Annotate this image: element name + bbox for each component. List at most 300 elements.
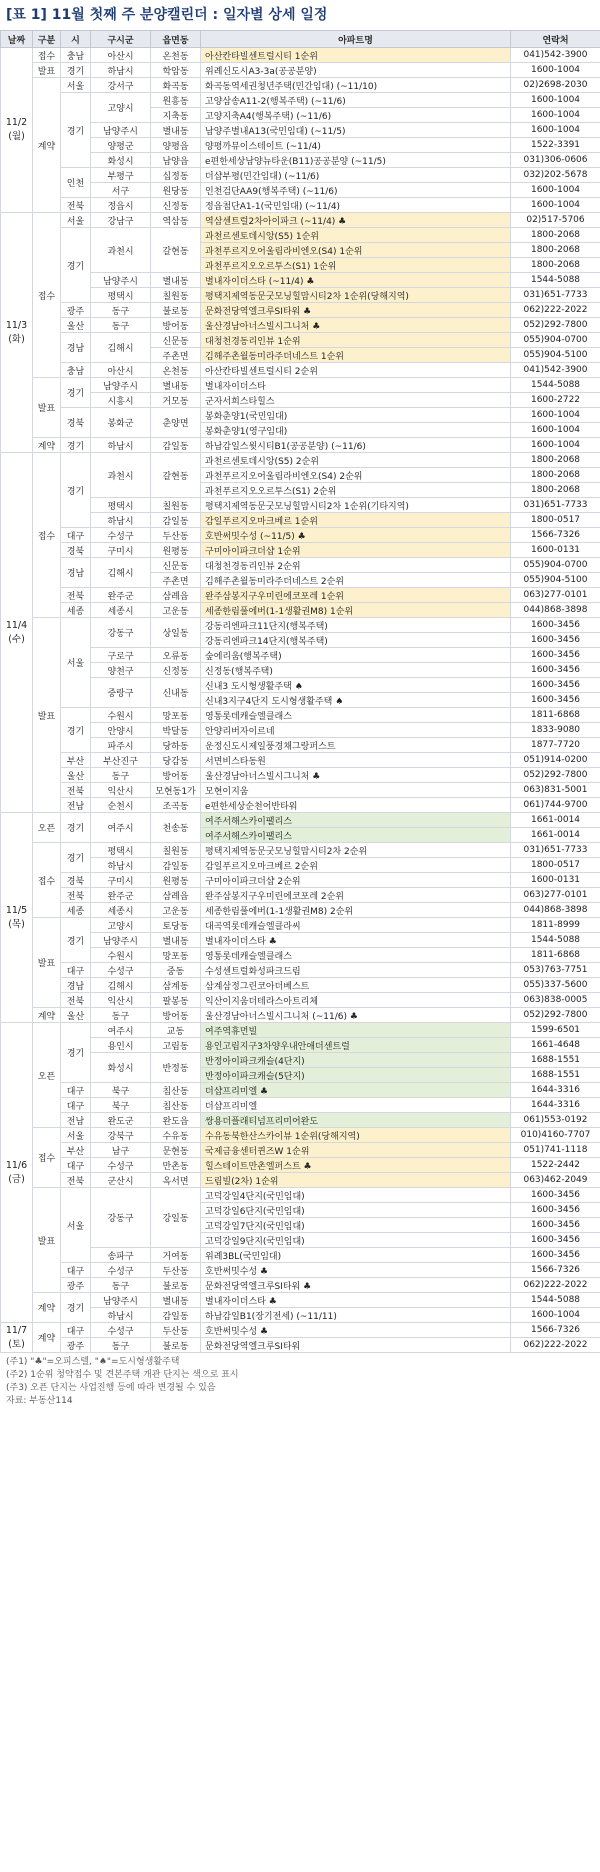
table-row	[1, 303, 600, 318]
contact-cell: 1600-3456	[511, 633, 600, 648]
apartment-cell: 고덕강일7단지(국민임대)	[201, 1218, 511, 1233]
apartment-cell: 김해주촌월동미라주더네스트 2순위	[201, 573, 511, 588]
district-cell: 아산시	[91, 48, 151, 63]
province-cell: 전북	[61, 783, 91, 798]
apartment-cell: 양평까뮤이스테이트 (~11/4)	[201, 138, 511, 153]
contact-cell: 031)651-7733	[511, 843, 600, 858]
apartment-cell: 대청천경동리인뷰 1순위	[201, 333, 511, 348]
contact-cell: 052)292-7800	[511, 318, 600, 333]
town-cell: 감일동	[151, 438, 201, 453]
contact-cell: 031)651-7733	[511, 498, 600, 513]
contact-cell: 1600-2722	[511, 393, 600, 408]
district-cell: 고양시	[91, 93, 151, 123]
contact-cell: 1877-7720	[511, 738, 600, 753]
town-cell: 신내동	[151, 678, 201, 708]
contact-cell: 053)763-7751	[511, 963, 600, 978]
type-cell: 계약	[33, 1293, 61, 1323]
table-row	[1, 1278, 600, 1293]
contact-cell: 032)202-5678	[511, 168, 600, 183]
apartment-cell: 인천검단AA9(행복주택) (~11/6)	[201, 183, 511, 198]
town-cell: 천송동	[151, 813, 201, 843]
province-cell: 경남	[61, 978, 91, 993]
table-row	[1, 618, 600, 633]
province-cell: 광주	[61, 1338, 91, 1353]
town-cell: 남양읍	[151, 153, 201, 168]
town-cell: 만촌동	[151, 1158, 201, 1173]
town-cell: 문현동	[151, 1143, 201, 1158]
apartment-cell: 호반써밋수성 ♣	[201, 1263, 511, 1278]
district-cell: 수원시	[91, 708, 151, 723]
district-cell: 동구	[91, 318, 151, 333]
town-cell: 온천동	[151, 48, 201, 63]
contact-cell: 1600-3456	[511, 663, 600, 678]
town-cell: 고운동	[151, 903, 201, 918]
table-row	[1, 1263, 600, 1278]
contact-cell: 041)542-3900	[511, 363, 600, 378]
contact-cell: 1661-0014	[511, 828, 600, 843]
town-cell: 모현동1가	[151, 783, 201, 798]
province-cell: 인천	[61, 168, 91, 198]
town-cell: 강일동	[151, 1188, 201, 1248]
town-cell: 오류동	[151, 648, 201, 663]
contact-cell: 1644-3316	[511, 1098, 600, 1113]
contact-cell: 1800-2068	[511, 483, 600, 498]
town-cell: 침산동	[151, 1083, 201, 1098]
province-cell: 서울	[61, 78, 91, 93]
district-cell: 익산시	[91, 783, 151, 798]
apartment-cell: 세종한림풀에버(1-1생활권M8) 1순위	[201, 603, 511, 618]
town-cell: 수유동	[151, 1128, 201, 1143]
province-cell: 경기	[61, 453, 91, 528]
town-cell: 신정동	[151, 198, 201, 213]
town-cell: 교동	[151, 1023, 201, 1038]
province-cell: 충남	[61, 363, 91, 378]
apartment-cell: 구미아이파크더샵 2순위	[201, 873, 511, 888]
contact-cell: 1800-2068	[511, 453, 600, 468]
apartment-cell: 더샵프리미엘	[201, 1098, 511, 1113]
table-row	[1, 1308, 600, 1323]
contact-cell: 1544-5088	[511, 1293, 600, 1308]
apartment-cell: e편한세상남양뉴타운(B11)공공분양 (~11/5)	[201, 153, 511, 168]
town-cell: 불로동	[151, 1338, 201, 1353]
province-cell: 세종	[61, 903, 91, 918]
contact-cell: 1600-1004	[511, 183, 600, 198]
district-cell: 여주시	[91, 813, 151, 843]
table-row	[1, 408, 600, 423]
district-cell: 남양주시	[91, 273, 151, 288]
apartment-cell: 반정아이파크캐슬(4단지)	[201, 1053, 511, 1068]
contact-cell: 1600-0131	[511, 543, 600, 558]
contact-cell: 02)517-5706	[511, 213, 600, 228]
schedule-table	[0, 30, 600, 1353]
district-cell: 구미시	[91, 543, 151, 558]
district-cell: 군산시	[91, 1173, 151, 1188]
contact-cell: 1566-7326	[511, 1323, 600, 1338]
contact-cell: 061)744-9700	[511, 798, 600, 813]
town-cell: 칠원동	[151, 843, 201, 858]
table-row	[1, 1143, 600, 1158]
province-cell: 서울	[61, 618, 91, 708]
district-cell: 용인시	[91, 1038, 151, 1053]
contact-cell: 055)904-0700	[511, 558, 600, 573]
town-cell: 방어동	[151, 768, 201, 783]
town-cell: 감일동	[151, 513, 201, 528]
district-cell: 남양주시	[91, 378, 151, 393]
table-row	[1, 603, 600, 618]
apartment-cell: 영통롯데캐슬엘클래스	[201, 708, 511, 723]
apartment-cell: 하남감일스윗시티B1(공공분양) (~11/6)	[201, 438, 511, 453]
contact-cell: 1600-3456	[511, 678, 600, 693]
town-cell: 춘양면	[151, 408, 201, 438]
apartment-cell: 여주역휴먼빌	[201, 1023, 511, 1038]
province-cell: 대구	[61, 963, 91, 978]
district-cell: 평택시	[91, 288, 151, 303]
table-row	[1, 978, 600, 993]
table-row	[1, 798, 600, 813]
table-row	[1, 888, 600, 903]
town-cell: 고림동	[151, 1038, 201, 1053]
contact-cell: 1600-3456	[511, 1188, 600, 1203]
district-cell: 중랑구	[91, 678, 151, 708]
district-cell: 강남구	[91, 213, 151, 228]
col-header-town: 읍면동	[151, 31, 201, 48]
town-cell: 신문동	[151, 558, 201, 573]
apartment-cell: 대곡역롯데캐슬엘클라씨	[201, 918, 511, 933]
contact-cell: 1600-1004	[511, 423, 600, 438]
district-cell: 시흥시	[91, 393, 151, 408]
apartment-cell: 하남감일B1(장기전세) (~11/11)	[201, 1308, 511, 1323]
town-cell: 당하동	[151, 738, 201, 753]
town-cell: 감일동	[151, 858, 201, 873]
district-cell: 강동구	[91, 618, 151, 648]
contact-cell: 1544-5088	[511, 933, 600, 948]
date-cell: 11/7 (토)	[1, 1323, 33, 1353]
table-row	[1, 168, 600, 183]
notes	[0, 1353, 600, 1408]
apartment-cell: 별내자이더스타 (~11/4) ♣	[201, 273, 511, 288]
town-cell: 조곡동	[151, 798, 201, 813]
district-cell: 김해시	[91, 558, 151, 588]
table-row	[1, 528, 600, 543]
district-cell: 수성구	[91, 528, 151, 543]
province-cell: 경북	[61, 873, 91, 888]
apartment-cell: 역삼센트럴2차아이파크 (~11/4) ♣	[201, 213, 511, 228]
contact-cell: 1688-1551	[511, 1053, 600, 1068]
contact-cell: 062)222-2022	[511, 1278, 600, 1293]
district-cell: 부평구	[91, 168, 151, 183]
contact-cell: 1800-2068	[511, 228, 600, 243]
table-row	[1, 768, 600, 783]
contact-cell: 1600-3456	[511, 1218, 600, 1233]
district-cell: 북구	[91, 1098, 151, 1113]
table-row	[1, 843, 600, 858]
apartment-cell: 강동리엔파크11단지(행복주택)	[201, 618, 511, 633]
town-cell: 반정동	[151, 1053, 201, 1083]
table-row	[1, 288, 600, 303]
contact-cell: 031)306-0606	[511, 153, 600, 168]
contact-cell: 1522-3391	[511, 138, 600, 153]
table-header	[1, 31, 600, 48]
apartment-cell: 안양리버자이르네	[201, 723, 511, 738]
col-header-date: 날짜	[1, 31, 33, 48]
district-cell: 남구	[91, 1143, 151, 1158]
contact-cell: 1688-1551	[511, 1068, 600, 1083]
type-cell: 계약	[33, 1323, 61, 1353]
table-row	[1, 648, 600, 663]
date-cell: 11/4 (수)	[1, 453, 33, 813]
apartment-cell: 김해주촌월동미라주더네스트 1순위	[201, 348, 511, 363]
apartment-cell: 남양주별내A13(국민임대) (~11/5)	[201, 123, 511, 138]
type-cell: 발표	[33, 618, 61, 813]
apartment-cell: 삼계삼정그린코아더베스트	[201, 978, 511, 993]
town-cell: 원평동	[151, 873, 201, 888]
apartment-cell: 더샵부평(민간임대) (~11/6)	[201, 168, 511, 183]
district-cell: 김해시	[91, 978, 151, 993]
province-cell: 서울	[61, 1188, 91, 1263]
town-cell: 망포동	[151, 948, 201, 963]
type-cell: 접수	[33, 213, 61, 378]
apartment-cell: 운정신도시제일풍경채그랑퍼스트	[201, 738, 511, 753]
table-row	[1, 93, 600, 108]
contact-cell: 1544-5088	[511, 378, 600, 393]
province-cell: 대구	[61, 528, 91, 543]
district-cell: 안양시	[91, 723, 151, 738]
table-row	[1, 1008, 600, 1023]
apartment-cell: 여주서해스카이팰리스	[201, 813, 511, 828]
apartment-cell: 완주삼봉지구우미린에코포레 1순위	[201, 588, 511, 603]
contact-cell: 1600-1004	[511, 108, 600, 123]
town-cell: 지축동	[151, 108, 201, 123]
type-cell: 계약	[33, 438, 61, 453]
district-cell: 수성구	[91, 963, 151, 978]
contact-cell: 1600-1004	[511, 93, 600, 108]
contact-cell: 010)4160-7707	[511, 1128, 600, 1143]
contact-cell: 1811-6868	[511, 708, 600, 723]
town-cell: 화곡동	[151, 78, 201, 93]
date-cell: 11/6 (금)	[1, 1023, 33, 1323]
table-row	[1, 933, 600, 948]
contact-cell: 1600-3456	[511, 618, 600, 633]
apartment-cell: 반정아이파크캐슬(5단지)	[201, 1068, 511, 1083]
district-cell: 동구	[91, 303, 151, 318]
apartment-cell: 호반써밋수성 (~11/5) ♣	[201, 528, 511, 543]
province-cell: 전북	[61, 1173, 91, 1188]
col-header-province: 시	[61, 31, 91, 48]
type-cell: 접수	[33, 453, 61, 618]
apartment-cell: 봉화춘양1(국민임대)	[201, 408, 511, 423]
table-row	[1, 1188, 600, 1203]
apartment-cell: 더샵프리미엘 ♣	[201, 1083, 511, 1098]
type-cell: 오픈	[33, 1023, 61, 1128]
district-cell: 수성구	[91, 1263, 151, 1278]
type-cell: 계약	[33, 1008, 61, 1023]
town-cell: 옥서면	[151, 1173, 201, 1188]
type-cell: 계약	[33, 78, 61, 213]
apartment-cell: 문화전당역엘크루SI타워 ♣	[201, 1278, 511, 1293]
contact-cell: 1566-7326	[511, 1263, 600, 1278]
province-cell: 경북	[61, 408, 91, 438]
table-row	[1, 213, 600, 228]
contact-cell: 1661-4648	[511, 1038, 600, 1053]
apartment-cell: 별내자이더스타 ♣	[201, 933, 511, 948]
table-row	[1, 333, 600, 348]
apartment-cell: 평택지제역동문굿모닝힐맘시티2차 1순위(기타지역)	[201, 498, 511, 513]
district-cell: 양평군	[91, 138, 151, 153]
apartment-cell: 용인고림지구3차양우내안애더센트럴	[201, 1038, 511, 1053]
table-body	[1, 48, 600, 1353]
apartment-cell: 호반써밋수성 ♣	[201, 1323, 511, 1338]
town-cell: 방어동	[151, 318, 201, 333]
district-cell: 서구	[91, 183, 151, 198]
province-cell: 전북	[61, 888, 91, 903]
district-cell: 구미시	[91, 873, 151, 888]
table-row	[1, 1023, 600, 1038]
district-cell: 과천시	[91, 228, 151, 273]
town-cell: 별내동	[151, 123, 201, 138]
district-cell: 화성시	[91, 153, 151, 168]
contact-cell: 1833-9080	[511, 723, 600, 738]
apartment-cell: 신정동(행복주택)	[201, 663, 511, 678]
town-cell: 별내동	[151, 273, 201, 288]
province-cell: 경기	[61, 918, 91, 963]
town-cell: 갈현동	[151, 453, 201, 498]
contact-cell: 055)337-5600	[511, 978, 600, 993]
province-cell: 경기	[61, 378, 91, 408]
table-row	[1, 318, 600, 333]
date-cell: 11/3 (화)	[1, 213, 33, 453]
col-header-apartment: 아파트명	[201, 31, 511, 48]
apartment-cell: 화곡동역세권청년주택(민간임대) (~11/10)	[201, 78, 511, 93]
province-cell: 경북	[61, 543, 91, 558]
contact-cell: 1600-1004	[511, 438, 600, 453]
town-cell: 삼례읍	[151, 588, 201, 603]
apartment-cell: 울산경남아너스빌시그니처 ♣	[201, 318, 511, 333]
date-cell: 11/2 (월)	[1, 48, 33, 213]
apartment-cell: 구미아이파크더샵 1순위	[201, 543, 511, 558]
contact-cell: 1811-6868	[511, 948, 600, 963]
table-row	[1, 1128, 600, 1143]
province-cell: 울산	[61, 768, 91, 783]
town-cell: 당감동	[151, 753, 201, 768]
table-row	[1, 1338, 600, 1353]
apartment-cell: 수유동북한산스카이뷰 1순위(당해지역)	[201, 1128, 511, 1143]
district-cell: 동구	[91, 768, 151, 783]
apartment-cell: 위례3BL(국민임대)	[201, 1248, 511, 1263]
type-cell: 발표	[33, 1188, 61, 1293]
district-cell: 양천구	[91, 663, 151, 678]
apartment-cell: 군자서희스타힐스	[201, 393, 511, 408]
table-row	[1, 708, 600, 723]
apartment-cell: 감일푸르지오마크베르 1순위	[201, 513, 511, 528]
town-cell: 온천동	[151, 363, 201, 378]
apartment-cell: 서면비스타동원	[201, 753, 511, 768]
contact-cell: 1600-3456	[511, 693, 600, 708]
district-cell: 익산시	[91, 993, 151, 1008]
table-row	[1, 1323, 600, 1338]
contact-cell: 1644-3316	[511, 1083, 600, 1098]
district-cell: 고양시	[91, 918, 151, 933]
apartment-cell: 정읍첨단A1-1(국민임대) (~11/4)	[201, 198, 511, 213]
table-row	[1, 738, 600, 753]
table-row	[1, 228, 600, 243]
contact-cell: 051)914-0200	[511, 753, 600, 768]
contact-cell: 1600-3456	[511, 648, 600, 663]
table-row	[1, 558, 600, 573]
apartment-cell: 고덕강일4단지(국민임대)	[201, 1188, 511, 1203]
contact-cell: 1800-0517	[511, 513, 600, 528]
table-row	[1, 1173, 600, 1188]
town-cell: 중동	[151, 963, 201, 978]
table-row	[1, 453, 600, 468]
table-row	[1, 363, 600, 378]
contact-cell: 061)553-0192	[511, 1113, 600, 1128]
note-2: (주2) 1순위 청약접수 및 견본주택 개관 단지는 색으로 표시	[6, 1370, 239, 1380]
apartment-cell: 위례신도시A3-3a(공공분양)	[201, 63, 511, 78]
contact-cell: 1599-6501	[511, 1023, 600, 1038]
apartment-cell: 문화전당역엘크루SI타워 ♣	[201, 303, 511, 318]
town-cell: 삼례읍	[151, 888, 201, 903]
contact-cell: 055)904-5100	[511, 573, 600, 588]
type-cell: 발표	[33, 918, 61, 1008]
town-cell: 불로동	[151, 1278, 201, 1293]
province-cell: 전남	[61, 1113, 91, 1128]
contact-cell: 1600-1004	[511, 408, 600, 423]
district-cell: 강북구	[91, 1128, 151, 1143]
district-cell: 부산진구	[91, 753, 151, 768]
contact-cell: 051)741-1118	[511, 1143, 600, 1158]
province-cell: 경기	[61, 438, 91, 453]
table-row	[1, 48, 600, 63]
note-3: (주3) 오픈 단지는 사업진행 등에 따라 변경될 수 있음	[6, 1383, 216, 1393]
town-cell: 방어동	[151, 1008, 201, 1023]
contact-cell: 1811-8999	[511, 918, 600, 933]
table-row	[1, 63, 600, 78]
apartment-cell: 수성센트럴화성파크드림	[201, 963, 511, 978]
table-row	[1, 1248, 600, 1263]
province-cell: 경기	[61, 228, 91, 303]
province-cell: 경기	[61, 813, 91, 843]
district-cell: 완주군	[91, 888, 151, 903]
district-cell: 송파구	[91, 1248, 151, 1263]
province-cell: 서울	[61, 213, 91, 228]
contact-cell: 063)838-0005	[511, 993, 600, 1008]
district-cell: 수성구	[91, 1158, 151, 1173]
table-row	[1, 123, 600, 138]
town-cell: 두산동	[151, 1263, 201, 1278]
district-cell: 정읍시	[91, 198, 151, 213]
district-cell: 하남시	[91, 438, 151, 453]
town-cell: 별내동	[151, 378, 201, 393]
table-row	[1, 678, 600, 693]
table-row	[1, 138, 600, 153]
province-cell: 대구	[61, 1323, 91, 1338]
contact-cell: 1600-3456	[511, 1248, 600, 1263]
contact-cell: 062)222-2022	[511, 303, 600, 318]
town-cell: 원당동	[151, 183, 201, 198]
province-cell: 대구	[61, 1098, 91, 1113]
contact-cell: 044)868-3898	[511, 903, 600, 918]
table-row	[1, 588, 600, 603]
contact-cell: 1522-2442	[511, 1158, 600, 1173]
apartment-cell: 아산칸타빌센트럴시티 2순위	[201, 363, 511, 378]
district-cell: 아산시	[91, 363, 151, 378]
town-cell: 칠원동	[151, 498, 201, 513]
col-header-contact: 연락처	[511, 31, 600, 48]
table-row	[1, 1098, 600, 1113]
contact-cell: 041)542-3900	[511, 48, 600, 63]
province-cell: 경기	[61, 843, 91, 873]
district-cell: 김해시	[91, 333, 151, 363]
